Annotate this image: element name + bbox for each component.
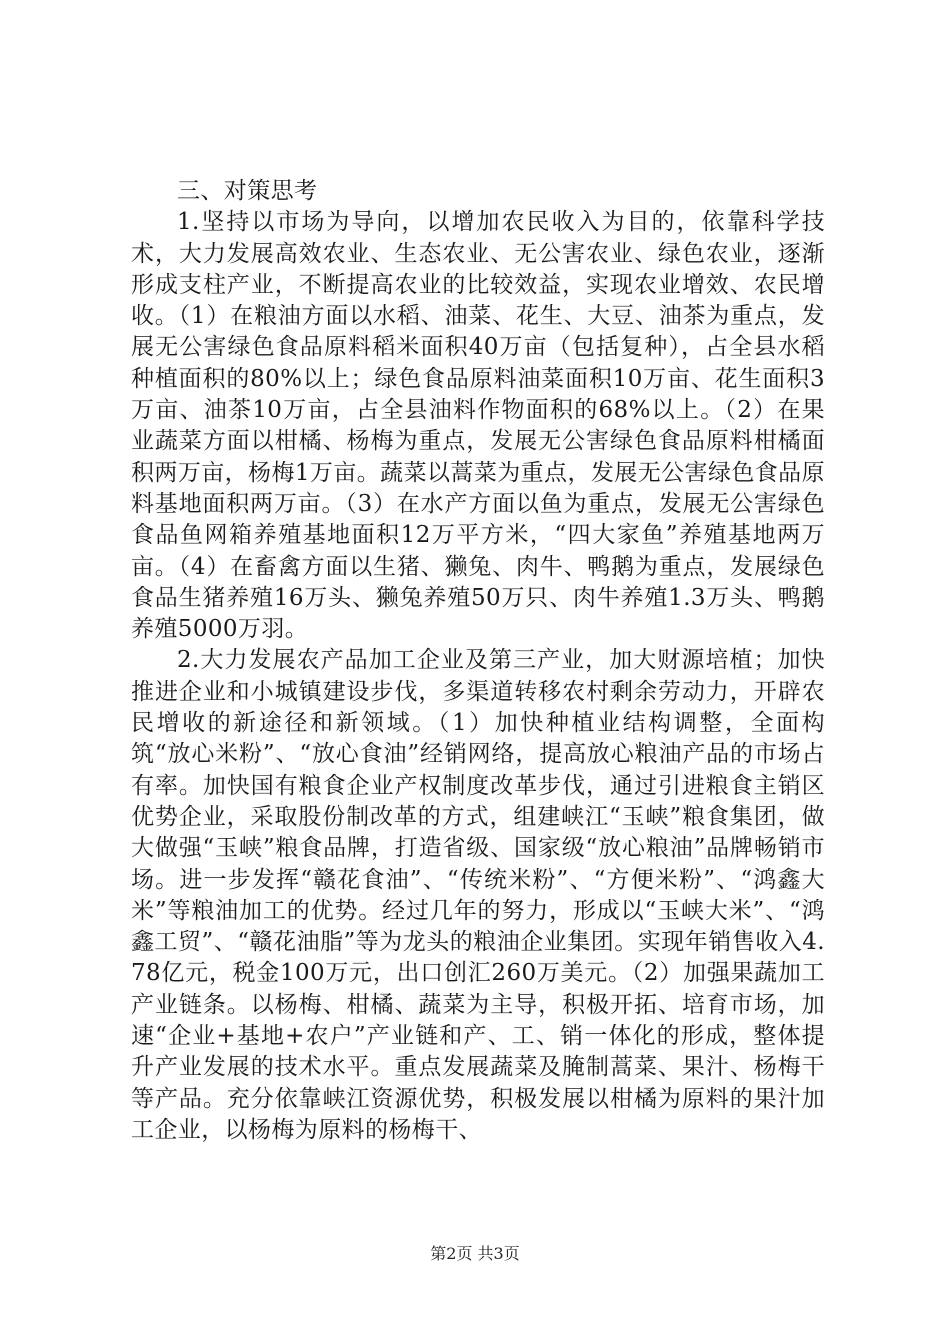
- page-footer: 第2页 共3页: [430, 1244, 520, 1263]
- section-heading: 三、对策思考: [177, 178, 318, 204]
- paragraph-1: 1.坚持以市场为导向，以增加农民收入为目的，依靠科学技术，大力发展高效农业、生态农业、无公害农业、绿色农业，逐渐形成支柱产业，不断提高农业的比较效益，实现农业增效、农民增收。（1）在粮油方面以水稻、油菜、花生、大豆、油茶为重点，发展无公害绿色食品原料稻米面积40万亩（包括复种），占全县水稻种植面积的80%以上；绿色食品原料油菜面积10万亩、花生面积3万亩、油茶10万亩，占全县油料作物面积的68%以上。（2）在果业蔬菜方面以柑橘、杨梅为重点，发展无公害绿色食品原料柑橘面积两万亩，杨梅1万亩。蔬菜以蒿菜为重点，发展无公害绿色食品原料基地面积两万亩。（3）在水产方面以鱼为重点，发展无公害绿色食品鱼网箱养殖基地面积12万平方米，“四大家鱼”养殖基地两万亩。（4）在畜禽方面以生猪、獭兔、肉牛、鸭鹅为重点，发展绿色食品生猪养殖16万头、獭兔养殖50万只、肉牛养殖1.3万头、鸭鹅养殖5000万羽。: [131, 209, 825, 643]
- document-body: [131, 176, 825, 1146]
- paragraph-2: 2.大力发展农产品加工企业及第三产业，加大财源培植；加快推进企业和小城镇建设步伐，多渠道转移农村剩余劳动力，开辟农民增收的新途径和新领域。（1）加快种植业结构调整，全面构筑“放心米粉”、“放心食油”经销网络，提高放心粮油产品的市场占有率。加快国有粮食企业产权制度改革步伐，通过引进粮食主销区优势企业，采取股份制改革的方式，组建峡江“玉峡”粮食集团，做大做强“玉峡”粮食品牌，打造省级、国家级“放心粮油”品牌畅销市场。进一步发挥“赣花食油”、“传统米粉”、“方便米粉”、“鸿鑫大米”等粮油加工的优势。经过几年的努力，形成以“玉峡大米”、“鸿鑫工贸”、“赣花油脂”等为龙头的粮油企业集团。实现年销售收入4.78亿元，税金100万元，出口创汇260万美元。（2）加强果蔬加工产业链条。以杨梅、柑橘、蔬菜为主导，积极开拓、培育市场，加速“企业+基地+农户”产业链和产、工、销一体化的形成，整体提升产业发展的技术水平。重点发展蔬菜及腌制蒿菜、果汁、杨梅干等产品。充分依靠峡江资源优势，积极发展以柑橘为原料的果汁加工企业，以杨梅为原料的杨梅干、: [131, 647, 825, 1143]
